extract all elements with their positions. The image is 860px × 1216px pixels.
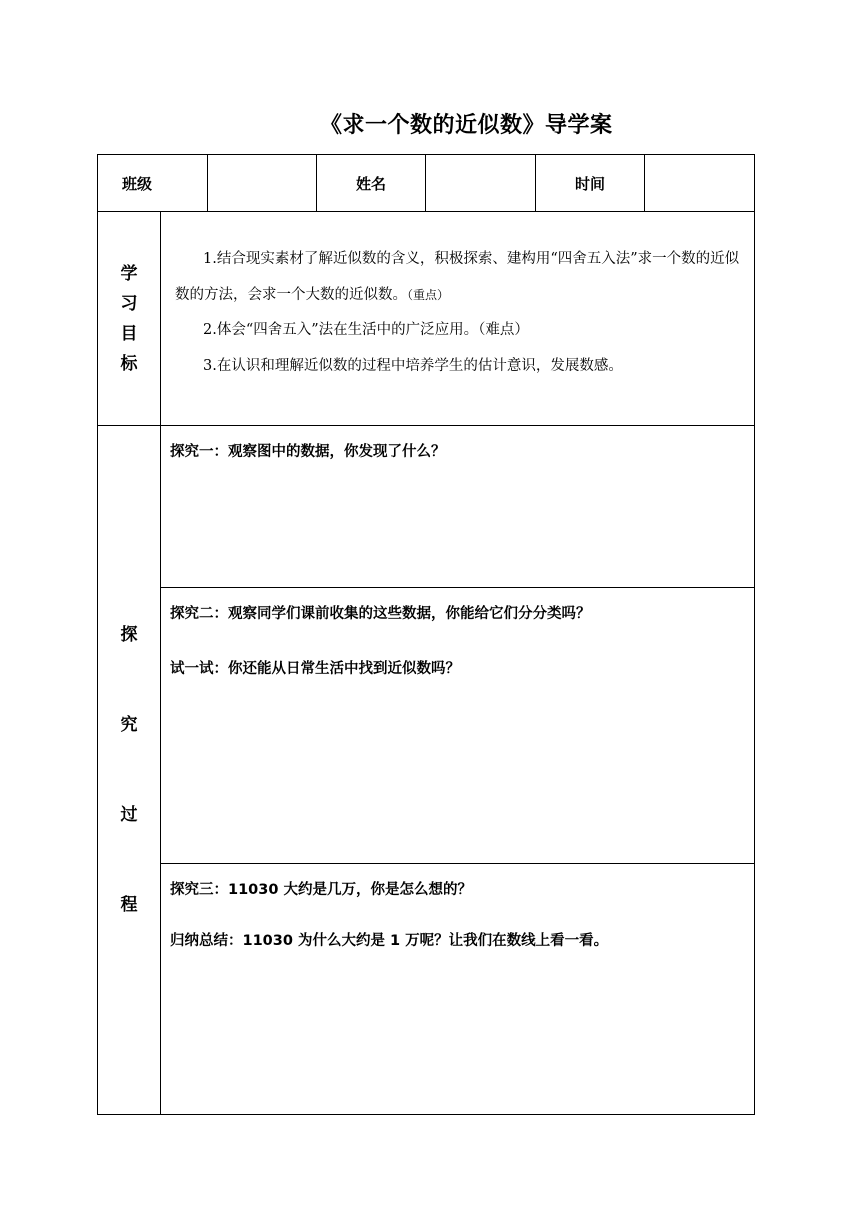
explore-2-section[interactable] (161, 588, 755, 864)
explore-1-prompt: 探究一：观察图中的数据，你发现了什么？ (170, 444, 446, 460)
process-label-char: 探 (120, 625, 138, 645)
explore-3-section[interactable] (161, 864, 755, 1115)
goals-row (98, 212, 755, 426)
process-label-char: 程 (120, 895, 138, 915)
class-label: 班级 (98, 155, 208, 212)
explore-2-row (98, 588, 755, 864)
goals-label-char: 习 (120, 293, 138, 314)
goals-label (98, 212, 161, 426)
goals-label-char: 目 (120, 323, 138, 344)
try-it-prompt: 试一试：你还能从日常生活中找到近似数吗？ (170, 661, 460, 677)
explore-2-prompt: 探究二：观察同学们课前收集的这些数据，你能给它们分分类吗？ (170, 606, 591, 622)
name-label: 姓名 (317, 155, 426, 212)
time-label: 时间 (536, 155, 645, 212)
goal-2-note: （难点） (478, 322, 529, 338)
explore-1-row (98, 426, 755, 588)
time-field[interactable] (645, 155, 755, 212)
goals-label-char: 学 (120, 263, 138, 284)
header-row (98, 155, 755, 212)
goals-label-char: 标 (120, 353, 138, 374)
explore-1-section[interactable] (161, 426, 755, 588)
explore-3-prompt: 探究三：11030 大约是几万，你是怎么想的？ (170, 882, 472, 898)
summary-prompt: 归纳总结：11030 为什么大约是 1 万呢？让我们在数线上看一看。 (170, 933, 609, 949)
process-label (98, 426, 161, 1115)
goal-1-text: 1.结合现实素材了解近似数的含义，积极探索、建构用“四舍五入法”求一个数的近似数的方法，会求一个大数的近似数。 (175, 251, 740, 303)
goal-2-text: 2.体会“四舍五入”法在生活中的广泛应用。 (203, 322, 479, 338)
page-title: 《求一个数的近似数》导学案 (320, 113, 613, 138)
process-label-char: 究 (120, 715, 138, 735)
goal-item-3: 3.在认识和理解近似数的过程中培养学生的估计意识，发展数感。 (203, 357, 623, 374)
process-label-char: 过 (120, 805, 138, 825)
goal-item-1 (175, 242, 744, 313)
goals-content (161, 212, 755, 426)
study-guide-table (97, 154, 755, 1115)
name-field[interactable] (426, 155, 536, 212)
class-field[interactable] (208, 155, 317, 212)
explore-3-row (98, 864, 755, 1115)
goal-1-note: （重点） (407, 287, 450, 302)
goal-item-2 (175, 313, 744, 349)
